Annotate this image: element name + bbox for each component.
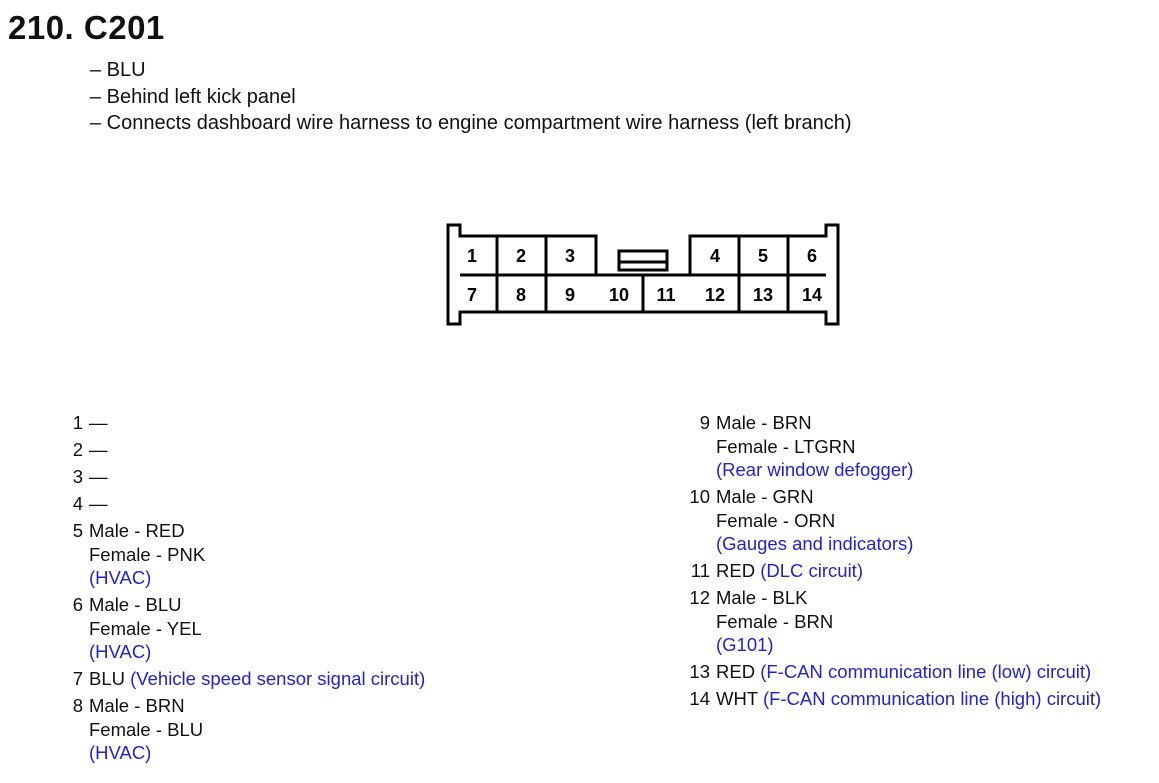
note-location: – Behind left kick panel [90, 85, 296, 108]
pin-number [688, 458, 716, 482]
pin-line [68, 492, 425, 516]
wire-info: — [89, 412, 108, 433]
pin-text [716, 559, 863, 583]
pin-entry [688, 485, 1101, 556]
pin-number: 4 [72, 493, 83, 514]
pin-line [688, 660, 1101, 684]
pin-text [716, 485, 814, 509]
pin-line [68, 694, 425, 718]
circuit-description: (Gauges and indicators) [716, 533, 914, 554]
pin-line [68, 543, 425, 567]
wire-info: RED [716, 560, 756, 581]
pin-number [688, 532, 716, 556]
pin-number: 2 [72, 439, 83, 460]
pin-entry [688, 411, 1101, 482]
pin-text [89, 543, 205, 567]
pin-text [89, 566, 151, 590]
pin-entry [68, 519, 425, 590]
wire-info: — [89, 493, 108, 514]
pin-label-2: 2 [515, 246, 527, 266]
pin-line [68, 438, 425, 462]
pin-text [716, 458, 913, 482]
pin-line [68, 593, 425, 617]
pin-number: 6 [72, 594, 83, 615]
wire-info: Female - BRN [716, 610, 834, 632]
pin-line [68, 617, 425, 641]
pin-text [89, 438, 108, 462]
pin-text [89, 593, 182, 617]
pin-number: 12 [689, 587, 710, 608]
pin-label-4: 4 [709, 246, 721, 266]
page-title: 210. C201 [8, 9, 165, 46]
pin-line [688, 586, 1101, 610]
pin-text [716, 687, 1101, 711]
pin-line [68, 465, 425, 489]
wire-info: Male - BRN [89, 695, 185, 716]
pin-text [89, 465, 108, 489]
pin-entry [68, 438, 425, 462]
wire-info: Male - RED [89, 520, 185, 541]
pin-label-1: 1 [466, 246, 478, 266]
circuit-description: (HVAC) [89, 742, 152, 763]
pin-line [688, 633, 1101, 657]
pin-number [688, 435, 716, 459]
pin-entry [68, 667, 425, 691]
pin-line [68, 741, 425, 765]
pin-number [68, 566, 89, 590]
pin-entry [688, 687, 1101, 711]
pin-label-10: 10 [608, 285, 630, 305]
pin-number [688, 610, 716, 634]
note-connects: – Connects dashboard wire harness to engine compartment wire harness (left branch) [90, 112, 852, 134]
pin-text [89, 617, 202, 641]
pin-line [688, 532, 1101, 556]
pin-text [716, 660, 1091, 684]
pin-text [89, 519, 185, 543]
circuit-description: (Vehicle speed sensor signal circuit) [130, 668, 426, 689]
pin-line [688, 610, 1101, 634]
pin-entry [68, 411, 425, 435]
pin-number [68, 640, 89, 664]
pin-line [68, 411, 425, 435]
pin-number: 14 [689, 688, 710, 709]
circuit-description: (Rear window defogger) [716, 459, 914, 480]
pin-text [716, 509, 835, 533]
circuit-description: (DLC circuit) [760, 560, 863, 581]
pin-line [688, 559, 1101, 583]
wire-info: Female - PNK [89, 543, 206, 565]
pin-number: 1 [72, 412, 83, 433]
pin-label-8: 8 [515, 285, 527, 305]
pin-entry [68, 465, 425, 489]
pin-list-left [68, 411, 425, 768]
pin-line [68, 519, 425, 543]
pin-label-13: 13 [752, 285, 774, 305]
wire-info: — [89, 439, 108, 460]
pin-number: 13 [689, 661, 710, 682]
pin-number: 8 [72, 695, 83, 716]
pin-line [688, 435, 1101, 459]
wire-info: Male - BLK [716, 587, 808, 608]
pin-number [688, 633, 716, 657]
wire-info: Male - BRN [716, 412, 812, 433]
pin-line [68, 667, 425, 691]
wire-info: Female - BLU [89, 718, 204, 740]
pin-line [68, 566, 425, 590]
circuit-description: (F-CAN communication line (high) circuit) [762, 688, 1102, 709]
pin-text [89, 694, 185, 718]
pin-line [68, 640, 425, 664]
note-color: – BLU [90, 59, 146, 81]
pin-label-7: 7 [466, 285, 478, 305]
pin-text [716, 586, 808, 610]
pin-list-right [688, 411, 1101, 714]
wire-info: Female - ORN [716, 509, 836, 531]
pin-text [89, 741, 151, 765]
pin-text [89, 492, 108, 516]
pin-number [68, 741, 89, 765]
pin-entry [688, 586, 1101, 657]
pin-number [68, 617, 89, 641]
pin-text [89, 411, 108, 435]
pin-label-12: 12 [704, 285, 726, 305]
pin-number: 5 [72, 520, 83, 541]
wire-info: RED [716, 661, 756, 682]
pin-entry [68, 694, 425, 765]
pin-label-9: 9 [564, 285, 576, 305]
wire-info: Male - GRN [716, 486, 814, 507]
pin-label-6: 6 [806, 246, 818, 266]
circuit-description: (HVAC) [89, 641, 152, 662]
pin-line [688, 509, 1101, 533]
pin-line [688, 485, 1101, 509]
circuit-description: (HVAC) [89, 567, 152, 588]
wire-info: Female - YEL [89, 617, 202, 639]
pin-entry [68, 492, 425, 516]
pin-number: 7 [72, 668, 83, 689]
pin-number [68, 543, 89, 567]
pin-number: 10 [689, 486, 710, 507]
pin-entry [68, 593, 425, 664]
pin-label-3: 3 [564, 246, 576, 266]
pin-text [89, 667, 425, 691]
pin-line [68, 718, 425, 742]
circuit-description: (F-CAN communication line (low) circuit) [760, 661, 1092, 682]
pin-text [716, 435, 855, 459]
wire-info: Female - LTGRN [716, 435, 856, 457]
pin-text [716, 532, 913, 556]
wire-info: BLU [89, 668, 125, 689]
pin-entry [688, 660, 1101, 684]
pin-label-11: 11 [656, 285, 676, 305]
pin-text [716, 633, 774, 657]
pin-label-14: 14 [801, 285, 823, 305]
pin-number: 3 [72, 466, 83, 487]
pin-line [688, 687, 1101, 711]
pin-number: 9 [699, 412, 710, 433]
pin-number [688, 509, 716, 533]
pin-number: 11 [690, 560, 710, 581]
wire-info: — [89, 466, 108, 487]
pin-line [688, 458, 1101, 482]
pin-entry [688, 559, 1101, 583]
circuit-description: (G101) [716, 634, 774, 655]
pin-text [716, 610, 833, 634]
pin-text [89, 718, 203, 742]
pin-text [716, 411, 812, 435]
pin-line [688, 411, 1101, 435]
wire-info: Male - BLU [89, 594, 182, 615]
wire-info: WHT [716, 688, 758, 709]
pin-number [68, 718, 89, 742]
pin-text [89, 640, 151, 664]
pin-label-5: 5 [757, 246, 769, 266]
